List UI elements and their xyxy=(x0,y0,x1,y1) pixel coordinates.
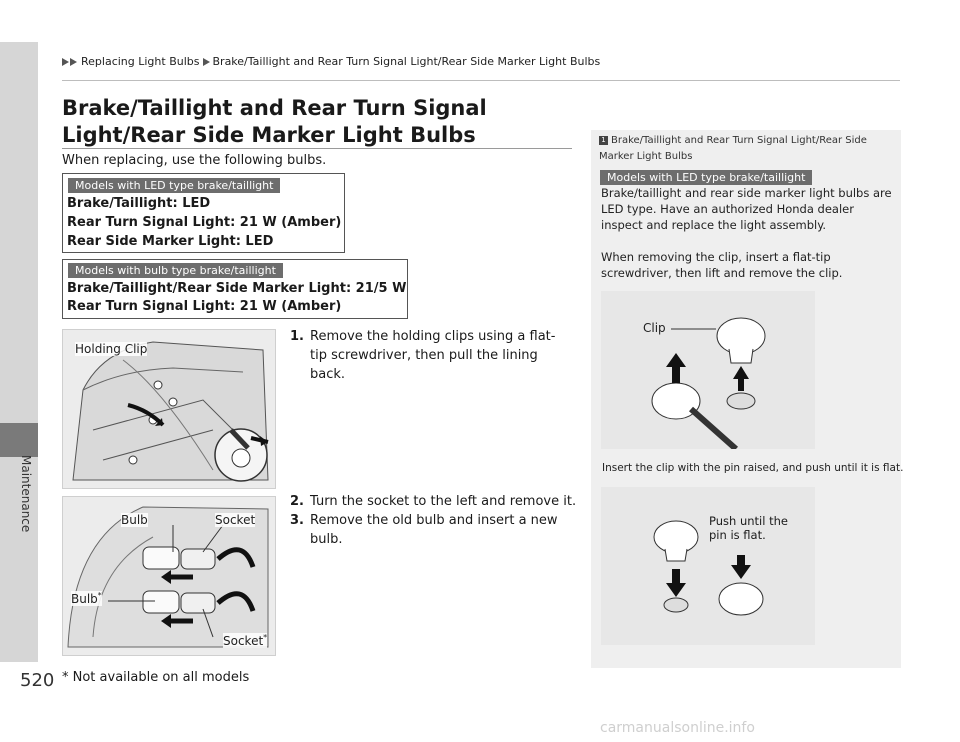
step-number: 3. xyxy=(290,513,304,528)
page-title: Brake/Taillight and Rear Turn Signal Light/Rear Side Marker Light Bulbs xyxy=(62,96,487,147)
breadcrumb-divider xyxy=(62,80,900,81)
section-tab-marker xyxy=(0,423,38,457)
spec-line: Brake/Taillight/Rear Side Marker Light: 21/5 W xyxy=(67,281,407,296)
step-text: Turn the socket to the left and remove it. xyxy=(310,494,577,509)
model-badge: Models with LED type brake/taillight xyxy=(68,178,280,193)
clip-removal-illustration xyxy=(601,291,815,449)
footnote-star: * xyxy=(97,591,102,600)
spec-line: Rear Turn Signal Light: 21 W (Amber) xyxy=(67,299,342,314)
arrow-icon xyxy=(62,58,69,66)
panel-text-clip: When removing the clip, insert a flat-tip screwdriver, then lift and remove the clip. xyxy=(601,250,843,280)
breadcrumb xyxy=(62,55,600,68)
sidebar-strip xyxy=(0,42,38,662)
section-label: Maintenance xyxy=(19,455,33,533)
bulb-optional-label xyxy=(71,591,102,606)
step-2 xyxy=(290,492,590,511)
arrow-icon xyxy=(203,58,210,66)
page-number: 520 xyxy=(20,670,55,691)
clip-insert-drawing xyxy=(601,487,815,645)
bulb-optional-text: Bulb xyxy=(71,592,98,606)
clip-removal-drawing xyxy=(601,291,815,449)
panel-text-led: Brake/taillight and rear side marker light bulbs are LED type. Have an authorized Honda dealer inspect and replace the light assembly. xyxy=(601,186,892,232)
led-spec-box xyxy=(62,173,345,253)
panel-model-badge: Models with LED type brake/taillight xyxy=(600,170,812,185)
breadcrumb-item[interactable]: Brake/Taillight and Rear Turn Signal Light/Rear Side Marker Light Bulbs xyxy=(212,55,601,68)
reference-icon: 1 xyxy=(599,136,608,145)
clip-label: Clip xyxy=(643,321,666,335)
bulb-socket-illustration xyxy=(62,496,276,656)
bulb-label: Bulb xyxy=(121,513,148,527)
footnote: * Not available on all models xyxy=(62,670,250,685)
socket-optional-label xyxy=(223,633,267,648)
spec-line: Rear Turn Signal Light: 21 W (Amber) xyxy=(67,215,342,230)
breadcrumb-item[interactable]: Replacing Light Bulbs xyxy=(81,55,200,68)
step-3 xyxy=(290,511,590,549)
step-1 xyxy=(290,327,570,384)
bulb-spec-box xyxy=(62,259,408,319)
footnote-star: * xyxy=(263,633,268,642)
holding-clip-illustration xyxy=(62,329,276,489)
push-label: Push until the pin is flat. xyxy=(709,514,788,542)
model-badge: Models with bulb type brake/taillight xyxy=(68,263,283,278)
holding-clip-label: Holding Clip xyxy=(75,342,148,356)
reference-title-text: Brake/Taillight and Rear Turn Signal Light/Rear Side Marker Light Bulbs xyxy=(599,135,867,162)
watermark: carmanualsonline.info xyxy=(600,720,755,736)
title-divider xyxy=(62,148,572,149)
reference-title xyxy=(599,133,899,165)
step-number: 1. xyxy=(290,329,304,344)
socket-label: Socket xyxy=(215,513,256,527)
clip-insert-caption: Insert the clip with the pin raised, and push until it is flat. xyxy=(602,462,904,474)
spec-line: Rear Side Marker Light: LED xyxy=(67,234,274,249)
spec-line: Brake/Taillight: LED xyxy=(67,196,211,211)
step-number: 2. xyxy=(290,494,304,509)
clip-insert-illustration xyxy=(601,487,815,645)
intro-text: When replacing, use the following bulbs. xyxy=(62,153,327,168)
step-text: Remove the old bulb and insert a new bulb. xyxy=(310,513,558,547)
step-text: Remove the holding clips using a flat-tip screwdriver, then pull the lining back. xyxy=(310,329,556,382)
arrow-icon xyxy=(70,58,77,66)
socket-optional-text: Socket xyxy=(223,634,264,648)
